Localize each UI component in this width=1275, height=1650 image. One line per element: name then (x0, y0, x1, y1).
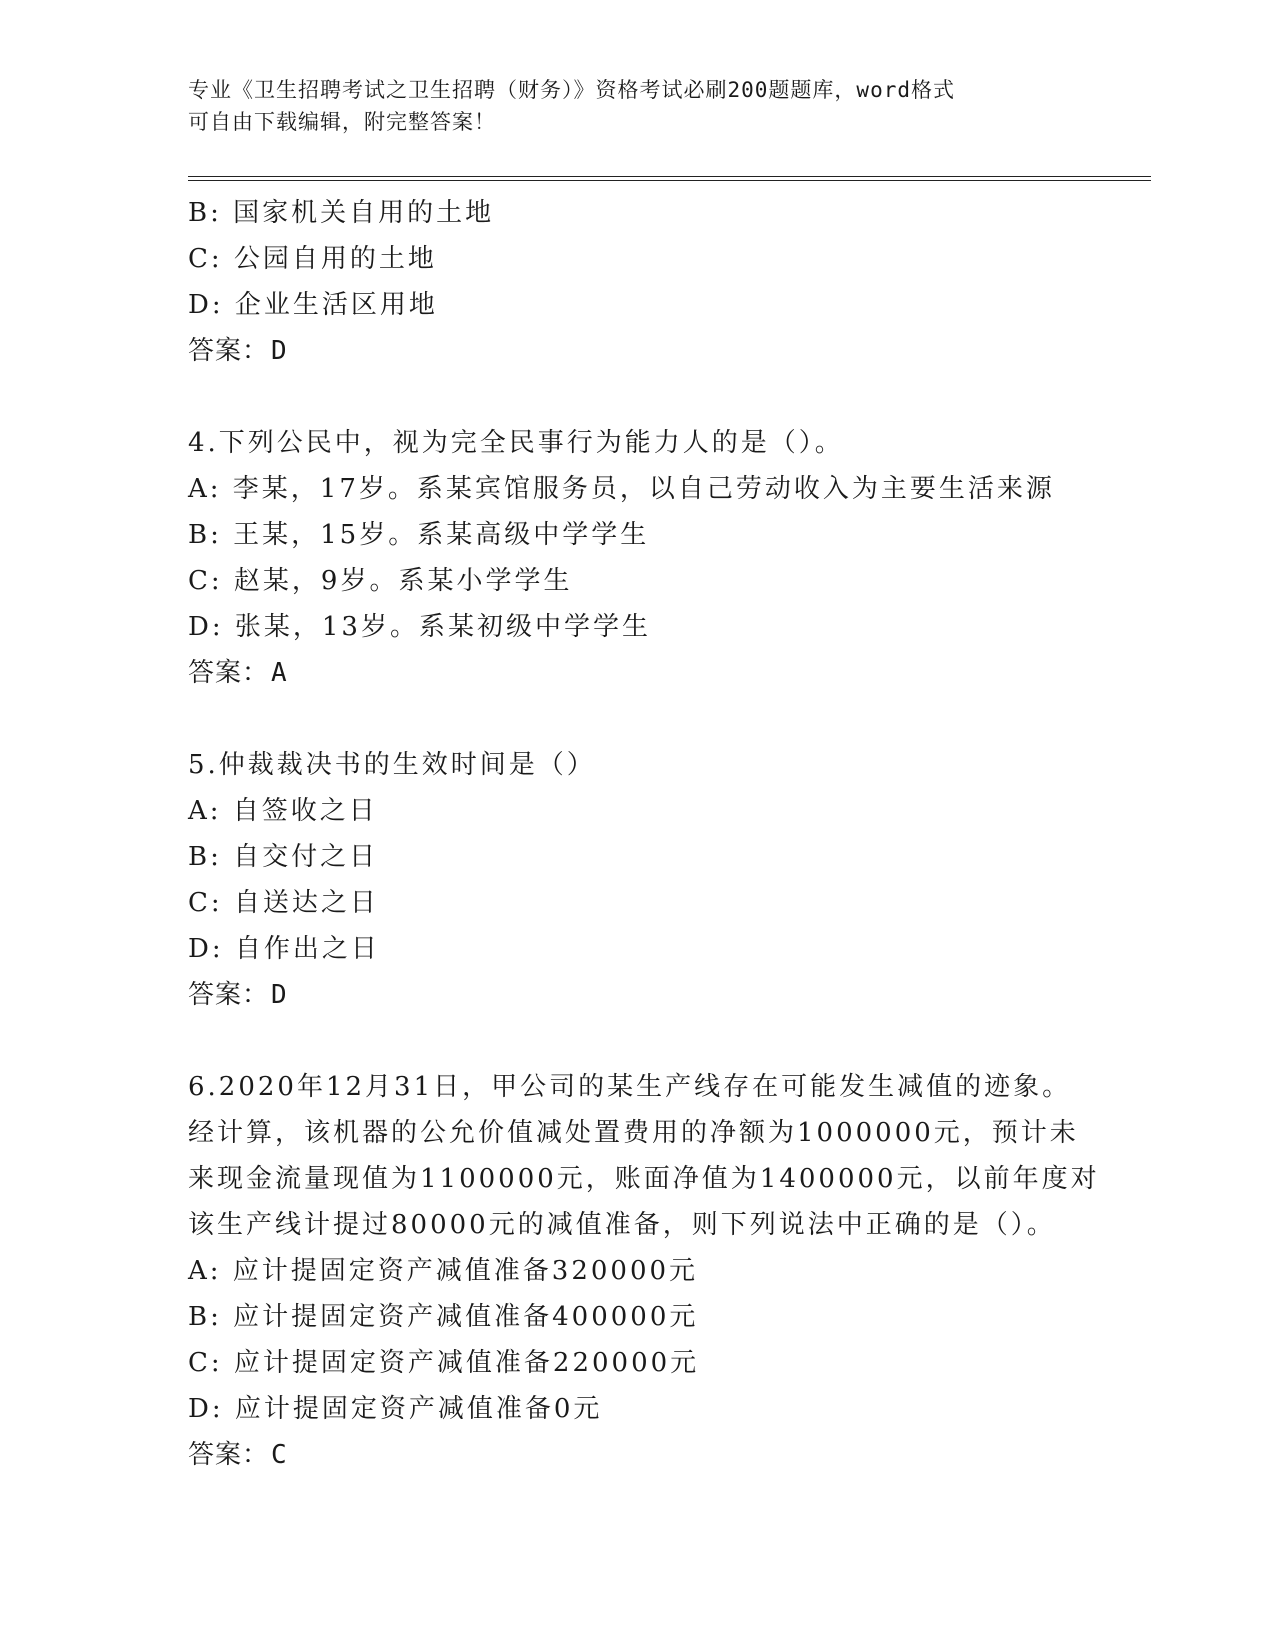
question-5 (188, 742, 1088, 1018)
question-3 (188, 190, 1088, 374)
option-a: A: 自签收之日 (188, 796, 378, 826)
answer-label: 答案： (188, 658, 270, 688)
option-c: C: 自送达之日 (188, 888, 379, 918)
option-a: A: 李某，17岁。系某宾馆服务员，以自己劳动收入为主要生活来源 (188, 474, 1055, 504)
question-6 (188, 1064, 1100, 1478)
question-list (188, 190, 1100, 1478)
option-d: D: 自作出之日 (188, 934, 380, 964)
option-b: B: 王某，15岁。系某高级中学学生 (188, 520, 650, 550)
option-b: B: 国家机关自用的土地 (188, 198, 495, 228)
question-4 (188, 420, 1088, 696)
option-a: A: 应计提固定资产减值准备320000元 (188, 1256, 699, 1286)
header-divider (188, 176, 1151, 181)
option-c: C: 赵某，9岁。系某小学学生 (188, 566, 573, 596)
question-stem-line-1: 6.2020年12月31日，甲公司的某生产线存在可能发生减值的迹象。 (188, 1072, 1072, 1102)
answer-line (188, 1432, 1088, 1478)
answer-value: C (271, 1440, 288, 1470)
answer-line (188, 328, 1088, 374)
option-d: D: 应计提固定资产减值准备0元 (188, 1394, 603, 1424)
answer-value: A (271, 658, 288, 688)
question-stem-line-4: 该生产线计提过80000元的减值准备，则下列说法中正确的是（）。 (188, 1210, 1056, 1240)
option-c: C: 应计提固定资产减值准备220000元 (188, 1348, 700, 1378)
answer-value: D (271, 336, 288, 366)
question-stem: 4.下列公民中，视为完全民事行为能力人的是（）。 (188, 428, 844, 458)
option-c: C: 公园自用的土地 (188, 244, 437, 274)
document-header (188, 74, 1088, 138)
question-stem: 5.仲裁裁决书的生效时间是（） (188, 750, 596, 780)
answer-value: D (271, 980, 288, 1010)
header-title-line-2: 可自由下载编辑，附完整答案！ (188, 110, 496, 134)
option-d: D: 张某，13岁。系某初级中学学生 (188, 612, 651, 642)
option-d: D: 企业生活区用地 (188, 290, 438, 320)
option-b: B: 自交付之日 (188, 842, 379, 872)
question-stem-line-2: 经计算，该机器的公允价值减处置费用的净额为1000000元，预计未 (188, 1118, 1079, 1148)
answer-label: 答案： (188, 980, 270, 1010)
question-stem-line-3: 来现金流量现值为1100000元，账面净值为1400000元，以前年度对 (188, 1164, 1100, 1194)
answer-line (188, 972, 1088, 1018)
header-title-line-1: 专业《卫生招聘考试之卫生招聘（财务）》资格考试必刷200题题库，word格式 (188, 78, 955, 102)
answer-line (188, 650, 1088, 696)
option-b: B: 应计提固定资产减值准备400000元 (188, 1302, 699, 1332)
answer-label: 答案： (188, 1440, 270, 1470)
answer-label: 答案： (188, 336, 270, 366)
